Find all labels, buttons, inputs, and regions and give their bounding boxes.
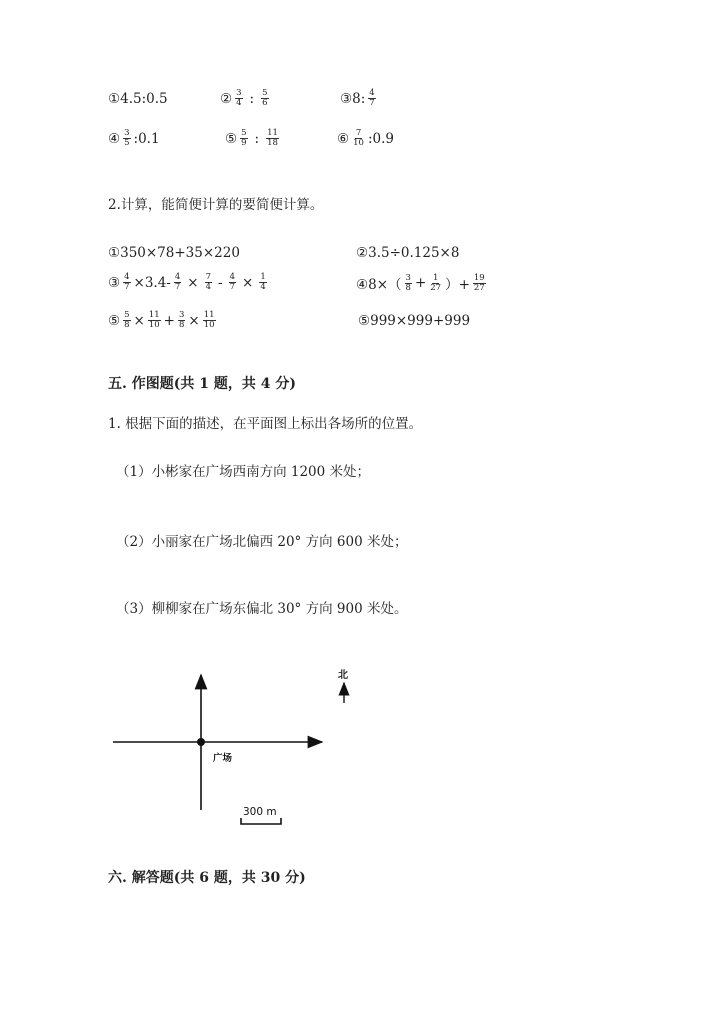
fraction: $\frac{5}{6}$	[262, 88, 268, 108]
q3-label: ③	[108, 274, 121, 291]
fraction: $\frac{4}{7}$	[174, 272, 181, 292]
ratio-sep: :	[254, 130, 260, 147]
calc-title: 2.计算，能简便计算的要简便计算。	[108, 197, 324, 213]
q5-op: ×	[133, 312, 145, 329]
fraction: $\frac{7}{10}$	[353, 128, 364, 148]
q5-label: ⑤	[108, 312, 121, 329]
calc-q2: ②3.5÷0.125×8	[356, 245, 460, 261]
q3-op: ×	[242, 274, 254, 291]
fraction: $\frac{11}{10}$	[203, 310, 215, 330]
fraction: $\frac{11}{18}$	[267, 128, 278, 148]
scale-bar	[241, 818, 281, 824]
ratio-1-text: ①4.5:0.5	[108, 91, 168, 107]
scale-label: 300 m	[243, 806, 277, 818]
ratio-sep: :	[249, 90, 255, 107]
ratio-2-label: ②	[220, 90, 233, 107]
fraction: $\frac{7}{4}$	[205, 272, 212, 292]
fraction: $\frac{11}{10}$	[148, 310, 160, 330]
fraction: $\frac{3}{4}$	[236, 88, 242, 108]
ratio-6-label: ⑥	[337, 130, 350, 147]
section-5-item-3: （3）柳柳家在广场东偏北 30° 方向 900 米处。	[116, 601, 408, 617]
fraction: $\frac{19}{27}$	[473, 272, 485, 293]
q5-op: +	[163, 312, 175, 329]
q4-label: ④8×（	[356, 277, 402, 293]
fraction: $\frac{4}{7}$	[124, 272, 130, 292]
fraction: $\frac{3}{8}$	[178, 310, 185, 330]
fraction: $\frac{1}{27}$	[430, 272, 442, 293]
fraction: $\frac{1}{4}$	[260, 272, 266, 292]
q3-op: -	[218, 274, 223, 291]
section-5-item-2: （2）小丽家在广场北偏西 20° 方向 600 米处；	[116, 534, 408, 550]
center-point	[197, 738, 205, 746]
fraction: $\frac{4}{7}$	[369, 88, 375, 108]
fraction: $\frac{5}{9}$	[241, 128, 247, 148]
fraction: $\frac{3}{8}$	[405, 272, 411, 293]
ratio-3-label: ③8:	[340, 90, 366, 107]
ratio-6-tail: :0.9	[367, 130, 394, 147]
section-5-item-1: （1）小彬家在广场西南方向 1200 米处；	[116, 464, 371, 480]
section-6-heading: 六. 解答题(共 6 题，共 30 分)	[108, 870, 306, 886]
q3-op: ×	[187, 274, 199, 291]
fraction: $\frac{3}{5}$	[124, 128, 130, 148]
center-label: 广场	[213, 753, 233, 764]
q5-op: ×	[188, 312, 200, 329]
calc-q1: ①350×78+35×220	[108, 245, 240, 261]
ratio-4-tail: :0.1	[133, 130, 160, 147]
fraction: $\frac{4}{7}$	[229, 272, 236, 292]
ratio-4-label: ④	[108, 130, 121, 147]
section-5-task: 1. 根据下面的描述，在平面图上标出各场所的位置。	[108, 416, 423, 432]
q4-op: ）+	[445, 277, 470, 293]
calc-q6: ⑤999×999+999	[358, 313, 471, 329]
q4-op: +	[414, 275, 427, 291]
q3-op: ×3.4-	[133, 274, 171, 291]
fraction: $\frac{5}{8}$	[124, 310, 130, 330]
north-label: 北	[338, 670, 348, 681]
section-5-heading: 五. 作图题(共 1 题，共 4 分)	[108, 376, 296, 392]
ratio-5-label: ⑤	[225, 130, 238, 147]
